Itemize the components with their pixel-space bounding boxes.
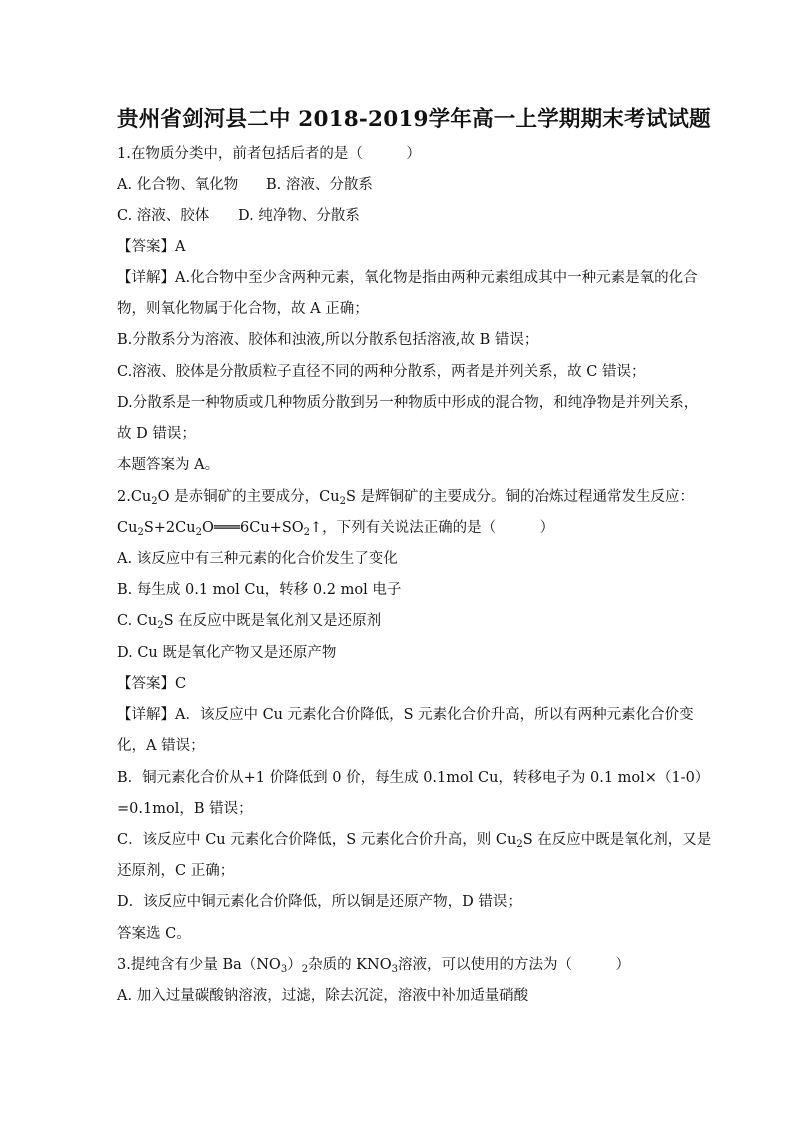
question-2-option-d: D. Cu 既是氧化产物又是还原产物 bbox=[117, 645, 337, 661]
question-1-explanation-line: B.分散系分为溶液、胶体和浊液,所以分散系包括溶液,故 B 错误； bbox=[117, 332, 539, 348]
question-1-explanation-line: C.溶液、胶体是分散质粒子直径不同的两种分散系，两者是并列关系，故 C 错误； bbox=[117, 364, 646, 380]
question-1-explanation-line: 【详解】A.化合物中至少含两种元素，氧化物是指由两种元素组成其中一种元素是氧的化合 bbox=[117, 270, 698, 286]
question-2-explanation-line: 化，A 错误； bbox=[117, 738, 205, 754]
question-2-explanation-line: =0.1mol，B 错误； bbox=[117, 801, 253, 817]
question-1-option-b: B. 溶液、分散系 bbox=[266, 177, 373, 193]
question-2-stem-line-1: $2.Cu_2O$ 是赤铜矿的主要成分，$Cu_2S$ 是辉铜矿的主要成分。铜的冶炼过程通常发生反应： bbox=[117, 489, 695, 507]
question-2-explanation-line: 【详解】A．该反应中 Cu 元素化合价降低，S 元素化合价升高，所以有两种元素化合价变 bbox=[117, 707, 694, 723]
question-1-option-a: A. 化合物、氧化物 bbox=[117, 177, 239, 193]
question-2-option-b: B. 每生成 0.1 mol Cu，转移 0.2 mol 电子 bbox=[117, 582, 402, 598]
question-2-answer: 【答案】C bbox=[117, 676, 187, 692]
question-2-explanation-line: B．铜元素化合价从+1 价降低到 0 价，每生成 0.1mol Cu，转移电子为 0.1 mol×（1-0） bbox=[117, 770, 710, 786]
question-2-explanation-line: D．该反应中铜元素化合价降低，所以铜是还原产物，D 错误； bbox=[117, 894, 522, 910]
question-2-explanation-line: C．该反应中 Cu 元素化合价降低，S 元素化合价升高，则 $Cu_2S$ 在反应中既是氧化剂，又是 bbox=[117, 832, 712, 850]
question-1-explanation-line: D.分散系是一种物质或几种物质分散到另一种物质中形成的混合物，和纯净物是并列关系， bbox=[117, 395, 699, 411]
question-2-equation-line: $Cu_2S+2Cu_2O═══6Cu+SO_2↑$，下列有关说法正确的是（ ） bbox=[117, 520, 555, 538]
question-1-conclusion: 本题答案为 A。 bbox=[117, 457, 220, 473]
question-2-conclusion: 答案选 C。 bbox=[117, 926, 191, 942]
question-2-option-c: C. $Cu_2S$ 在反应中既是氧化剂又是还原剂 bbox=[117, 613, 382, 631]
question-1-explanation-line: 故 D 错误； bbox=[117, 426, 196, 442]
question-3-stem: 3.提纯含有少量 $Ba(NO_3)_2$杂质的 $KNO_3$溶液，可以使用的方法为（ ） bbox=[117, 957, 630, 975]
question-2-option-a: A. 该反应中有三种元素的化合价发生了变化 bbox=[117, 551, 398, 567]
document-title: 贵州省剑河县二中 2018-2019学年高一上学期期末考试试题 bbox=[117, 107, 711, 132]
question-2-explanation-line: 还原剂，C 正确； bbox=[117, 863, 235, 879]
question-1-answer: 【答案】A bbox=[117, 239, 186, 255]
question-1-stem: 1.在物质分类中，前者包括后者的是（ ） bbox=[117, 146, 421, 162]
question-1-option-d: D. 纯净物、分散系 bbox=[238, 208, 360, 224]
question-1-explanation-line: 物，则氧化物属于化合物，故 A 正确； bbox=[117, 301, 369, 317]
question-1-option-c: C. 溶液、胶体 bbox=[117, 208, 210, 224]
question-3-option-a: A. 加入过量碳酸钠溶液，过滤，除去沉淀，溶液中补加适量硝酸 bbox=[117, 988, 529, 1004]
